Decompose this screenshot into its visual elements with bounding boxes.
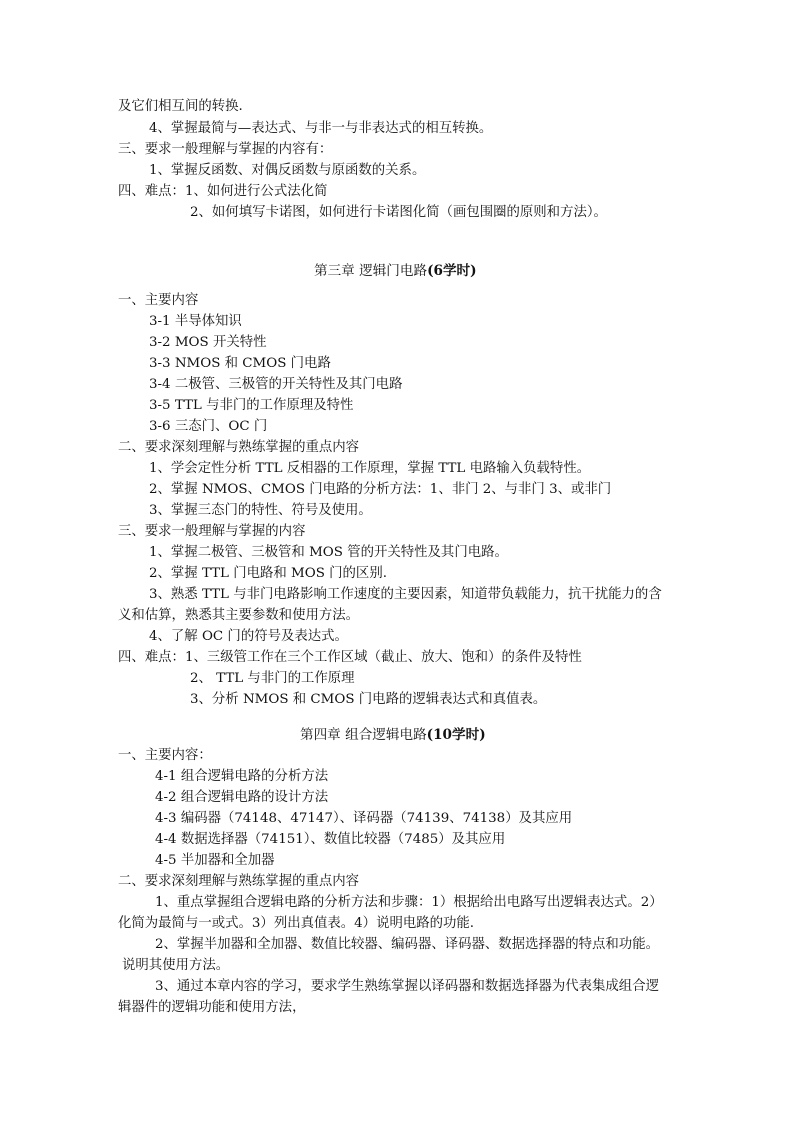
paragraph-line: 化简为最简与一或式。3）列出真值表。4）说明电路的功能. bbox=[118, 916, 475, 931]
list-item-continuation: 义和估算，熟悉其主要参数和使用方法。 bbox=[118, 608, 360, 623]
chapter-title-hours: (6学时) bbox=[427, 263, 477, 279]
list-item: 3-1 半导体知识 bbox=[149, 314, 242, 329]
section-heading: 四、难点：1、三级管工作在三个工作区域（截止、放大、饱和）的条件及特性 bbox=[118, 650, 582, 665]
list-item: 4、了解 OC 门的符号及表达式。 bbox=[149, 629, 348, 644]
list-item: 3-3 NMOS 和 CMOS 门电路 bbox=[149, 356, 331, 371]
section-heading: 二、要求深刻理解与熟练掌握的重点内容 bbox=[118, 874, 360, 889]
list-item: 4-2 组合逻辑电路的设计方法 bbox=[155, 790, 329, 805]
list-item: 3-6 三态门、OC 门 bbox=[149, 419, 268, 434]
section-heading: 二、要求深刻理解与熟练掌握的重点内容 bbox=[118, 440, 360, 455]
section-heading: 三、要求一般理解与掌握的内容 bbox=[118, 524, 306, 539]
list-item: 2、如何填写卡诺图，如何进行卡诺图化简（画包围圈的原则和方法）。 bbox=[190, 205, 607, 220]
list-item: 4-5 半加器和全加器 bbox=[155, 853, 275, 868]
section-heading: 一、主要内容 bbox=[118, 293, 199, 308]
list-item: 4-4 数据选择器（74151）、数值比较器（7485）及其应用 bbox=[155, 832, 506, 847]
list-item: 4-1 组合逻辑电路的分析方法 bbox=[155, 769, 329, 784]
section-heading: 三、要求一般理解与掌握的内容有： bbox=[118, 142, 333, 157]
paragraph-line: 2、掌握半加器和全加器、数值比较器、编码器、译码器、数据选择器的特点和功能。 bbox=[155, 937, 659, 952]
list-item: 4-3 编码器（74148、47147）、译码器（74139、74138）及其应用 bbox=[155, 811, 573, 826]
list-item: 2、掌握 NMOS、CMOS 门电路的分析方法：1、非门 2、与非门 3、或非门 bbox=[149, 482, 612, 497]
list-item: 3-5 TTL 与非门的工作原理及特性 bbox=[149, 398, 354, 413]
list-item: 1、掌握反函数、对偶反函数与原函数的关系。 bbox=[149, 163, 426, 178]
paragraph-line: 辑器件的逻辑功能和使用方法， bbox=[118, 1000, 306, 1015]
chapter-title-main: 第三章 逻辑门电路 bbox=[314, 263, 428, 279]
chapter-title-hours: (10学时) bbox=[426, 727, 486, 743]
list-item: 3、分析 NMOS 和 CMOS 门电路的逻辑表达式和真值表。 bbox=[190, 692, 547, 707]
paragraph-line: 3、通过本章内容的学习，要求学生熟练掌握以译码器和数据选择器为代表集成组合逻 bbox=[155, 979, 659, 994]
paragraph-line: 说明其使用方法。 bbox=[122, 958, 230, 973]
list-item: 1、学会定性分析 TTL 反相器的工作原理，掌握 TTL 电路输入负载特性。 bbox=[149, 461, 591, 476]
list-item: 3-4 二极管、三极管的开关特性及其门电路 bbox=[149, 377, 403, 392]
list-item: 1、掌握二极管、三极管和 MOS 管的开关特性及其门电路。 bbox=[149, 545, 508, 560]
section-heading: 一、主要内容： bbox=[118, 748, 212, 763]
intro-line: 及它们相互间的转换. bbox=[118, 99, 243, 114]
intro-item: 4、掌握最简与—表达式、与非一与非表达式的相互转换。 bbox=[149, 121, 493, 136]
chapter-title bbox=[314, 261, 477, 281]
paragraph-line: 1、重点掌握组合逻辑电路的分析方法和步骤：1）根据给出电路写出逻辑表达式。2） bbox=[155, 895, 663, 910]
list-item: 3-2 MOS 开关特性 bbox=[149, 335, 267, 350]
list-item: 3、掌握三态门的特性、符号及使用。 bbox=[149, 503, 372, 518]
list-item: 2、掌握 TTL 门电路和 MOS 门的区别. bbox=[149, 566, 387, 581]
chapter-title-main: 第四章 组合逻辑电路 bbox=[300, 727, 427, 743]
section-heading: 四、难点：1、如何进行公式法化简 bbox=[118, 184, 328, 199]
chapter-title bbox=[300, 725, 486, 745]
list-item: 3、熟悉 TTL 与非门电路影响工作速度的主要因素，知道带负载能力，抗干扰能力的含 bbox=[149, 587, 662, 602]
list-item: 2、 TTL 与非门的工作原理 bbox=[190, 671, 355, 686]
